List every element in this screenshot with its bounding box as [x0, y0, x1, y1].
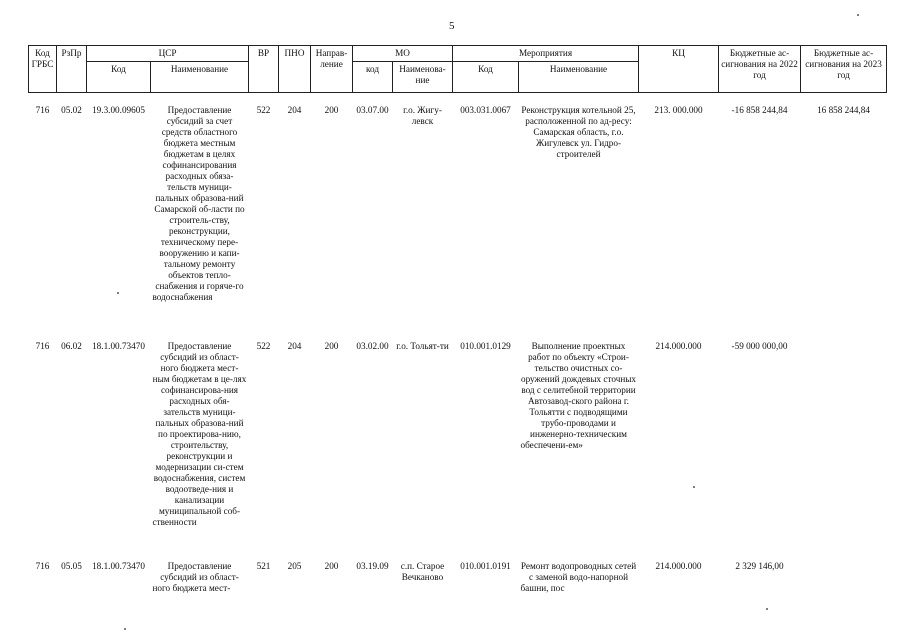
- cell-mer-kod: 010.001.0191: [460, 561, 511, 571]
- cell-rzpr: 06.02: [61, 341, 82, 351]
- cell-mer-name: Реконструкция котельной 25, расположенной по ад-ресу: Самарская область, г.о. Жигулевск ул. Гидро-строителей: [521, 105, 636, 159]
- page-number: 5: [449, 20, 455, 32]
- cell-csr-name: Предоставление субсидий за счет средств областного бюджета местным бюджетам в целях софинансирования расходных обяза-тельств муници-пальных образова-ний Самарской об-ласти по строитель-ству, реконструкции, техническому пере-вооружению и капи-тальному ремонту объектов тепло-снабжения и горяче-го водоснабжения: [152, 105, 245, 302]
- cell-pno: 205: [287, 561, 302, 571]
- cell-csr-name: Предоставление субсидий из област-ного бюджета мест-ным бюджетам в це-лях софинансирова-ния расходных обя-зательств муници-пальных образова-ний по проектирова-нию, строительству, реконструкции и модернизации си-стем водоснабжения, систем водоотведе-ния и канализации муниципальной соб-ственности: [152, 341, 247, 527]
- cell-mo-name: с.п. Старое Вечканово: [400, 561, 445, 582]
- budget-allocation-table: [28, 45, 887, 619]
- cell-grbs: 716: [35, 561, 50, 571]
- header-csr-name: Наименование: [151, 62, 249, 93]
- header-mer-name: Наименование: [519, 62, 639, 93]
- cell-mer-kod: 010.001.0129: [460, 341, 511, 351]
- cell-kc: 213. 000.000: [654, 105, 703, 115]
- scan-speck: [124, 628, 126, 630]
- cell-grbs: 716: [35, 105, 50, 115]
- cell-csr-kod: 18.1.00.73470: [92, 561, 145, 571]
- cell-mer-name: Выполнение проектных работ по объекту «Строи-тельство очистных со-оружений дождевых сточных вод с селитебной территории Автозавод-ского района г. Тольятти с подводящими трубо-проводами и инженерно-техническим обеспечени-ем»: [520, 341, 637, 450]
- cell-napravlenie: 200: [324, 341, 339, 351]
- cell-vr: 522: [256, 341, 271, 351]
- scan-speck: [857, 14, 859, 16]
- cell-mer-name: Ремонт водопроводных сетей с заменой водо-напорной башни, пос: [520, 561, 637, 593]
- cell-mo-name: г.о. Тольят-ти: [396, 341, 449, 351]
- header-csr-kod: Код: [87, 62, 151, 93]
- header-mo-kod: код: [353, 62, 393, 93]
- header-budget-2023: Бюджетные ас-сигнования на 2023 год: [801, 46, 887, 93]
- scan-speck: [693, 486, 695, 488]
- cell-vr: 521: [256, 561, 271, 571]
- cell-kc: 214.000.000: [655, 561, 702, 571]
- cell-csr-name: Предоставление субсидий из област-ного бюджета мест-: [152, 561, 239, 593]
- header-mo-name: Наименова-ние: [393, 62, 453, 93]
- header-csr: ЦСР: [87, 46, 249, 62]
- header-kod-grbs: Код ГРБС: [29, 46, 57, 93]
- header-pno: ПНО: [279, 46, 311, 93]
- cell-budget-2022: -59 000 000,00: [731, 341, 788, 351]
- cell-pno: 204: [287, 341, 302, 351]
- cell-vr: 522: [256, 105, 271, 115]
- header-kc: КЦ: [639, 46, 719, 93]
- cell-csr-kod: 19.3.00.09605: [92, 105, 145, 115]
- cell-pno: 204: [287, 105, 302, 115]
- cell-csr-kod: 18.1.00.73470: [92, 341, 145, 351]
- cell-budget-2022: -16 858 244,84: [731, 105, 788, 115]
- cell-budget-2023: [801, 559, 887, 619]
- scan-speck: [117, 292, 119, 294]
- header-napravlenie: Направ-ление: [311, 46, 353, 93]
- header-budget-2022: Бюджетные ас-сигнования на 2022 год: [719, 46, 801, 93]
- cell-budget-2022: 2 329 146,00: [735, 561, 784, 571]
- cell-budget-2023: 16 858 244,84: [817, 105, 870, 115]
- cell-napravlenie: 200: [324, 105, 339, 115]
- header-row-main: [29, 46, 887, 62]
- table-row: [29, 559, 887, 619]
- cell-mo-kod: 03.07.00: [356, 105, 389, 115]
- cell-rzpr: 05.02: [61, 105, 82, 115]
- cell-mo-kod: 03.19.09: [356, 561, 389, 571]
- table-row: [29, 339, 887, 559]
- table-row: [29, 103, 887, 339]
- scan-speck: [766, 608, 768, 610]
- header-vr: ВР: [249, 46, 279, 93]
- header-meropriyatiya: Мероприятия: [453, 46, 639, 62]
- cell-mer-kod: 003.031.0067: [460, 105, 511, 115]
- cell-napravlenie: 200: [324, 561, 339, 571]
- cell-kc: 214.000.000: [655, 341, 702, 351]
- header-mo: МО: [353, 46, 453, 62]
- header-rzpr: РзПр: [57, 46, 87, 93]
- cell-budget-2023: [801, 339, 887, 559]
- cell-grbs: 716: [35, 341, 50, 351]
- spacer-row: [29, 93, 887, 104]
- cell-rzpr: 05.05: [61, 561, 82, 571]
- cell-mo-kod: 03.02.00: [356, 341, 389, 351]
- cell-mo-name: г.о. Жигу-левск: [403, 105, 442, 126]
- header-mer-kod: Код: [453, 62, 519, 93]
